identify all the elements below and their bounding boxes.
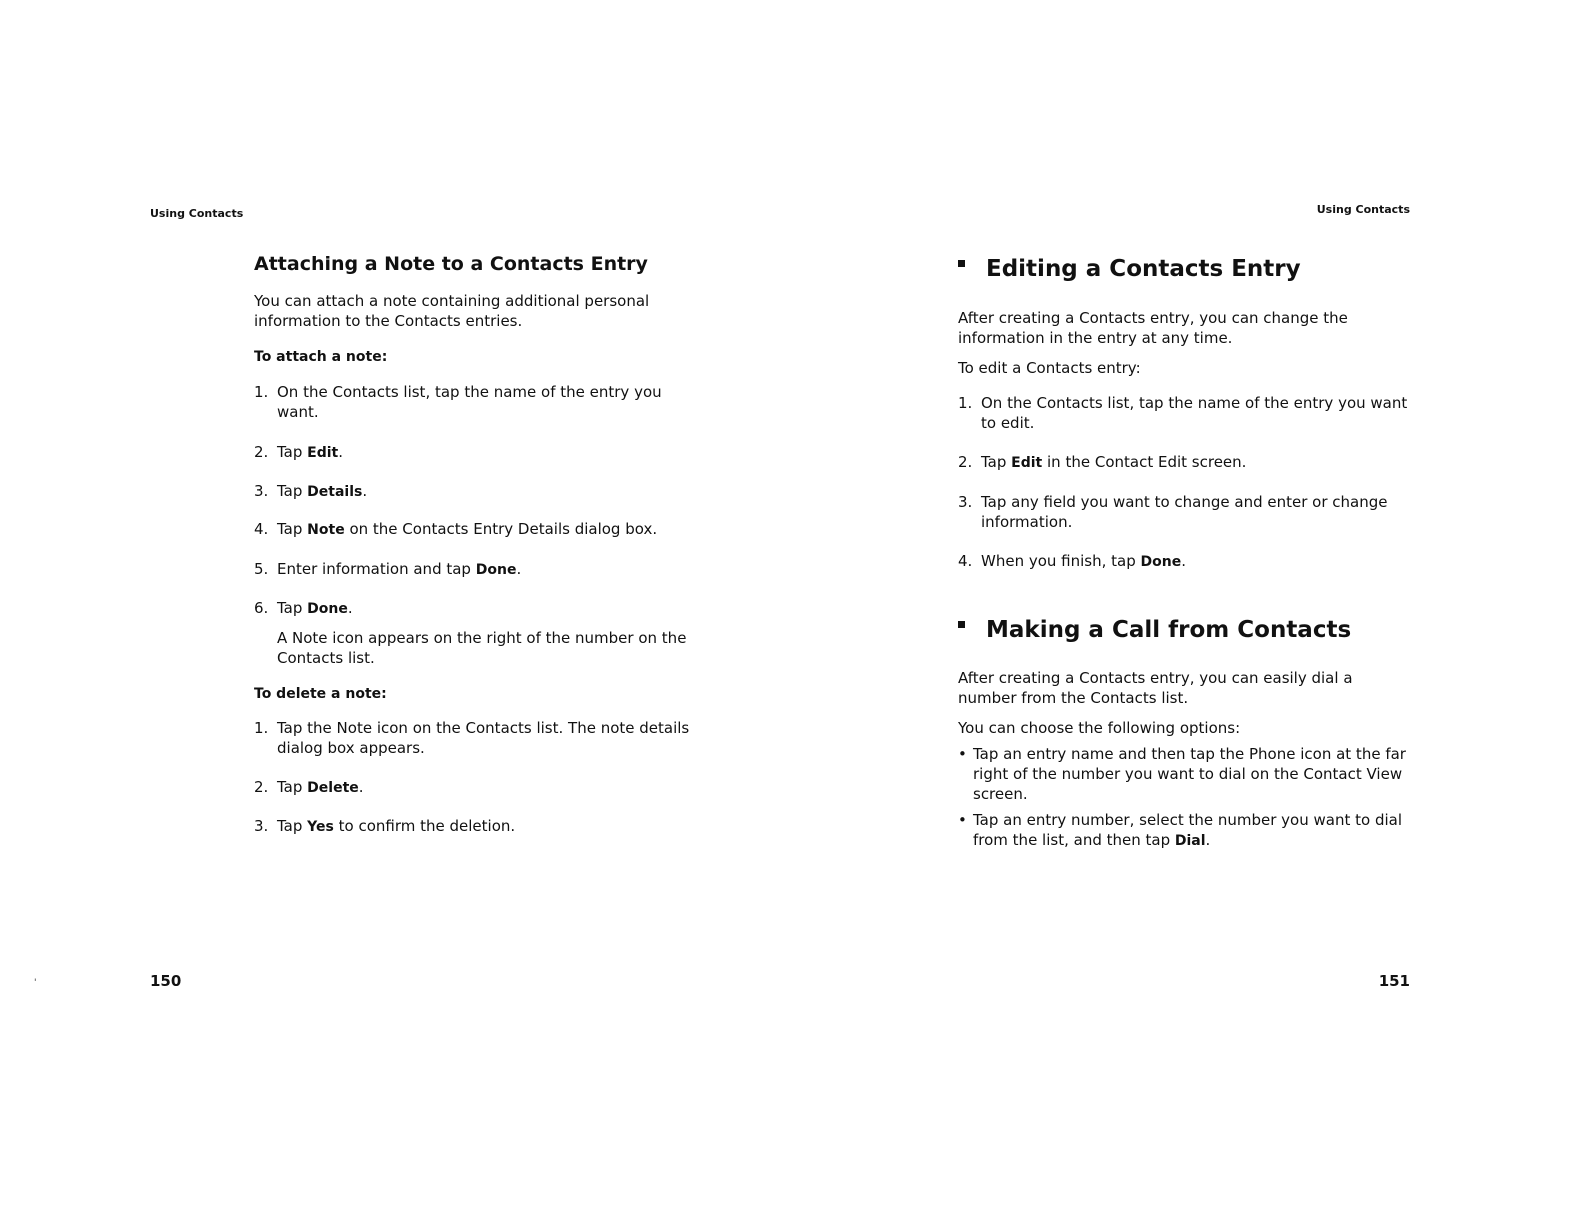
- section-title-text: Making a Call from Contacts: [986, 617, 1352, 643]
- section-title-text: Editing a Contacts Entry: [986, 256, 1301, 282]
- step-text: When you finish, tap Done.: [981, 552, 1186, 570]
- step-text: On the Contacts list, tap the name of the entry you want to edit.: [981, 394, 1408, 432]
- edit-lead-line: To edit a Contacts entry:: [958, 359, 1141, 377]
- delete-note-subhead: To delete a note:: [254, 686, 387, 702]
- bullet-dot-icon: •: [958, 811, 967, 829]
- margin-mark: ': [34, 978, 37, 988]
- step-number: 2.: [254, 443, 269, 461]
- attach-result-note: A Note icon appears on the right of the number on the Contacts list.: [277, 629, 687, 667]
- step-text: Tap Yes to confirm the deletion.: [277, 817, 516, 835]
- step-number: 4.: [254, 520, 269, 538]
- edit-step-2: [958, 452, 1398, 473]
- step-text: Tap any field you want to change and enter or change information.: [981, 493, 1388, 531]
- step-number: 2.: [254, 778, 269, 796]
- attach-step-4: [254, 519, 694, 540]
- attach-note-subhead: To attach a note:: [254, 349, 388, 365]
- bullet-text: Tap an entry name and then tap the Phone icon at the far right of the number you want to dial on the Contact View screen.: [973, 745, 1406, 803]
- section-title-making-call: [958, 617, 1351, 643]
- attach-step-6: [254, 598, 684, 619]
- step-number: 3.: [254, 482, 269, 500]
- step-text: Tap the Note icon on the Contacts list. The note details dialog box appears.: [277, 719, 690, 757]
- step-text: Enter information and tap Done.: [277, 560, 522, 578]
- step-text: Tap Done.: [277, 599, 353, 617]
- call-intro-paragraph: After creating a Contacts entry, you can easily dial a number from the Contacts list.: [958, 669, 1353, 707]
- step-number: 4.: [958, 552, 973, 570]
- step-text: Tap Edit.: [277, 443, 344, 461]
- call-option-1: [958, 744, 1413, 804]
- step-number: 3.: [254, 817, 269, 835]
- call-option-2: [958, 810, 1413, 851]
- step-text: Tap Note on the Contacts Entry Details dialog box.: [277, 520, 658, 538]
- delete-step-2: [254, 777, 684, 798]
- delete-step-3: [254, 816, 684, 837]
- attach-step-2: [254, 442, 684, 463]
- step-text: Tap Edit in the Contact Edit screen.: [981, 453, 1247, 471]
- section-title-attach-note: Attaching a Note to a Contacts Entry: [254, 253, 648, 275]
- running-head-left: Using Contacts: [150, 207, 244, 220]
- page-number-left: 150: [150, 972, 182, 990]
- step-text: Tap Details.: [277, 482, 368, 500]
- edit-intro-paragraph: After creating a Contacts entry, you can change the information in the entry at any time.: [958, 309, 1348, 347]
- step-number: 6.: [254, 599, 269, 617]
- step-number: 1.: [958, 394, 973, 412]
- edit-step-1: [958, 393, 1413, 433]
- delete-step-1: [254, 718, 704, 758]
- attach-intro-paragraph: You can attach a note containing additional personal information to the Contacts entries.: [254, 292, 650, 330]
- square-bullet-icon: [958, 621, 965, 628]
- attach-step-5: [254, 559, 684, 580]
- step-number: 2.: [958, 453, 973, 471]
- bullet-dot-icon: •: [958, 745, 967, 763]
- attach-step-3: [254, 481, 684, 502]
- running-head-right: Using Contacts: [1316, 203, 1410, 216]
- section-title-editing-entry: [958, 256, 1301, 282]
- step-text: On the Contacts list, tap the name of the entry you want.: [277, 383, 662, 421]
- edit-step-3: [958, 492, 1403, 532]
- step-number: 1.: [254, 719, 269, 737]
- page-number-right: 151: [1378, 972, 1410, 990]
- step-number: 5.: [254, 560, 269, 578]
- step-number: 1.: [254, 383, 269, 401]
- step-number: 3.: [958, 493, 973, 511]
- step-text: Tap Delete.: [277, 778, 364, 796]
- edit-step-4: [958, 551, 1398, 572]
- attach-step-1: [254, 382, 684, 422]
- bullet-text: Tap an entry number, select the number you want to dial from the list, and then tap Dial.: [973, 811, 1402, 849]
- call-lead-line: You can choose the following options:: [958, 719, 1241, 737]
- square-bullet-icon: [958, 260, 965, 267]
